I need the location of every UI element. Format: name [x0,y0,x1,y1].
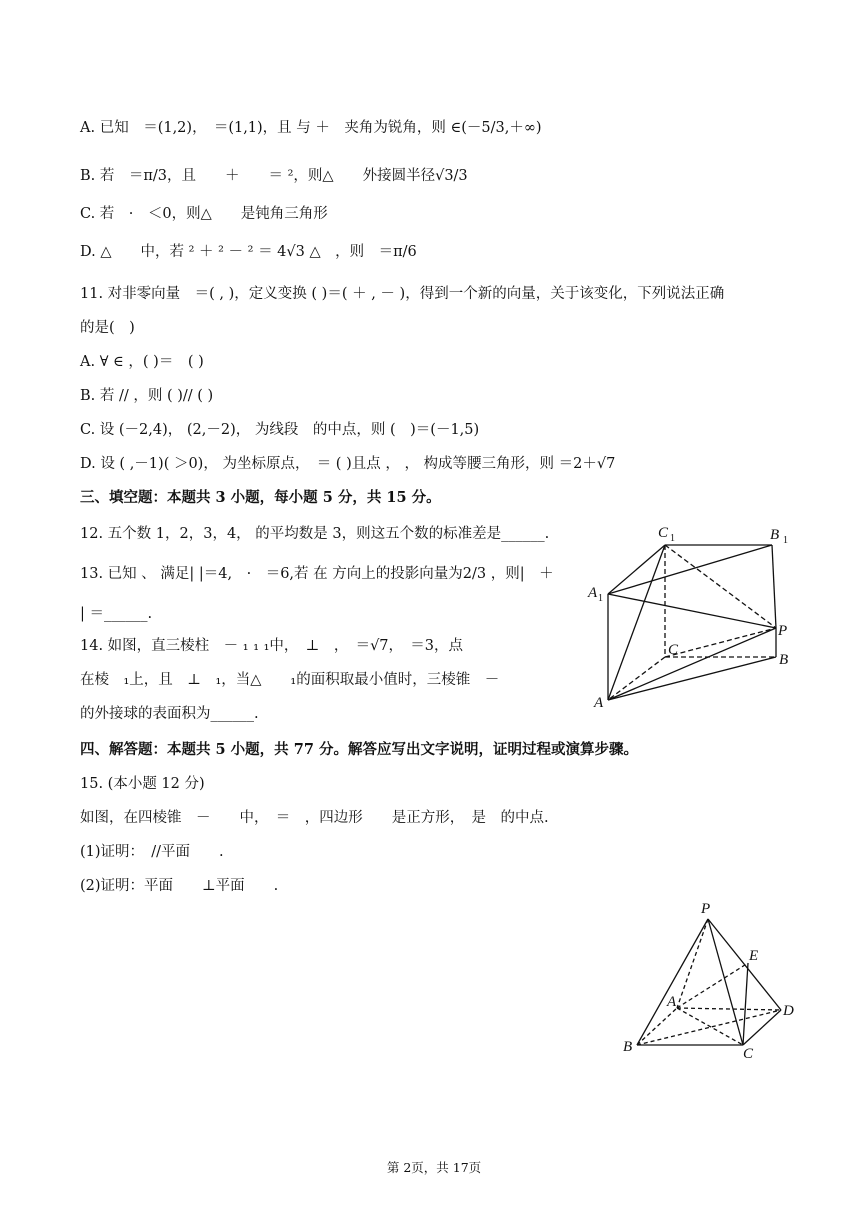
question-10-option-a: A. 已知 ＝(1,2)， ＝(1,1)，且 与 ＋ 夹角为锐角，则 ∈(－5/3,＋∞) [80,120,542,136]
page-footer: 第 2页，共 17页 [386,1160,482,1175]
question-11-stem-cont: 的是( ) [80,320,135,336]
label-c: C [668,642,679,658]
label-b1: B [770,527,780,543]
section-4-heading: 四、解答题：本题共 5 小题，共 77 分。解答应写出文字说明，证明过程或演算步骤。 [80,741,638,758]
label-a: A [594,695,604,711]
label-a1-sub: 1 [598,593,603,604]
question-14-cont: 在棱 ₁上，且 ⊥ ₁，当△ ₁的面积取最小值时，三棱锥 － [80,672,500,688]
label-a1: A [588,585,598,601]
question-15-part-2: (2)证明：平面 ⊥平面 . [80,878,279,894]
pyramid-figure [615,895,805,1065]
label-p: P [778,623,788,639]
label-c1-sub: 1 [670,533,675,544]
question-11-option-a: A. ∀ ∈ ，( )＝ ( ) [80,354,204,370]
label-p: P [701,901,711,917]
label-e: E [749,948,759,964]
question-15-part-1: (1)证明： //平面 . [80,844,224,860]
label-c: C [743,1046,754,1062]
question-14-cont2: 的外接球的表面积为______. [80,706,259,722]
question-10-option-b: B. 若 ＝π/3，且 ＋ ＝ ²，则△ 外接圆半径√3/3 [80,168,468,184]
question-11-option-c: C. 设 (－2,4)， (2,－2)， 为线段 的中点，则 ( )＝(－1,5) [80,422,480,438]
question-10-option-d: D. △ 中，若 ² ＋ ² － ² ＝ 4√3 △ ，则 ＝π/6 [80,244,417,260]
label-b: B [623,1039,633,1055]
label-b1-sub: 1 [783,535,788,546]
question-13-cont: | ＝______. [80,606,153,622]
question-11-stem: 11. 对非零向量 ＝( , )，定义变换 ( )＝( ＋ , － )，得到一个新的向量，关于该变化，下列说法正确 [80,286,725,302]
question-15-stem: 如图，在四棱锥 － 中， ＝ ，四边形 是正方形， 是 的中点. [80,810,549,826]
question-14: 14. 如图，直三棱柱 － ₁ ₁ ₁中， ⊥ ， ＝√7， ＝3，点 [80,638,464,654]
question-12: 12. 五个数 1，2，3，4， 的平均数是 3，则这五个数的标准差是______. [80,526,550,542]
question-13: 13. 已知 、 满足| |＝4, · ＝6,若 在 方向上的投影向量为2/3 ，则| ＋ [80,566,554,582]
prism-figure [580,515,810,715]
question-15-heading: 15. (本小题 12 分) [80,776,205,792]
question-10-option-c: C. 若 · ＜0，则△ 是钝角三角形 [80,206,328,222]
question-11-option-d: D. 设 ( ,－1)( ＞0)， 为坐标原点， ＝ ( )且点 ， ， 构成等腰三角形，则 ＝2＋√7 [80,456,616,472]
label-b: B [779,652,789,668]
label-d: D [783,1003,794,1019]
label-a: A [667,994,677,1010]
section-3-heading: 三、填空题：本题共 3 小题，每小题 5 分，共 15 分。 [80,489,441,506]
label-c1: C [658,525,669,541]
question-11-option-b: B. 若 // ，则 ( )// ( ) [80,388,214,404]
